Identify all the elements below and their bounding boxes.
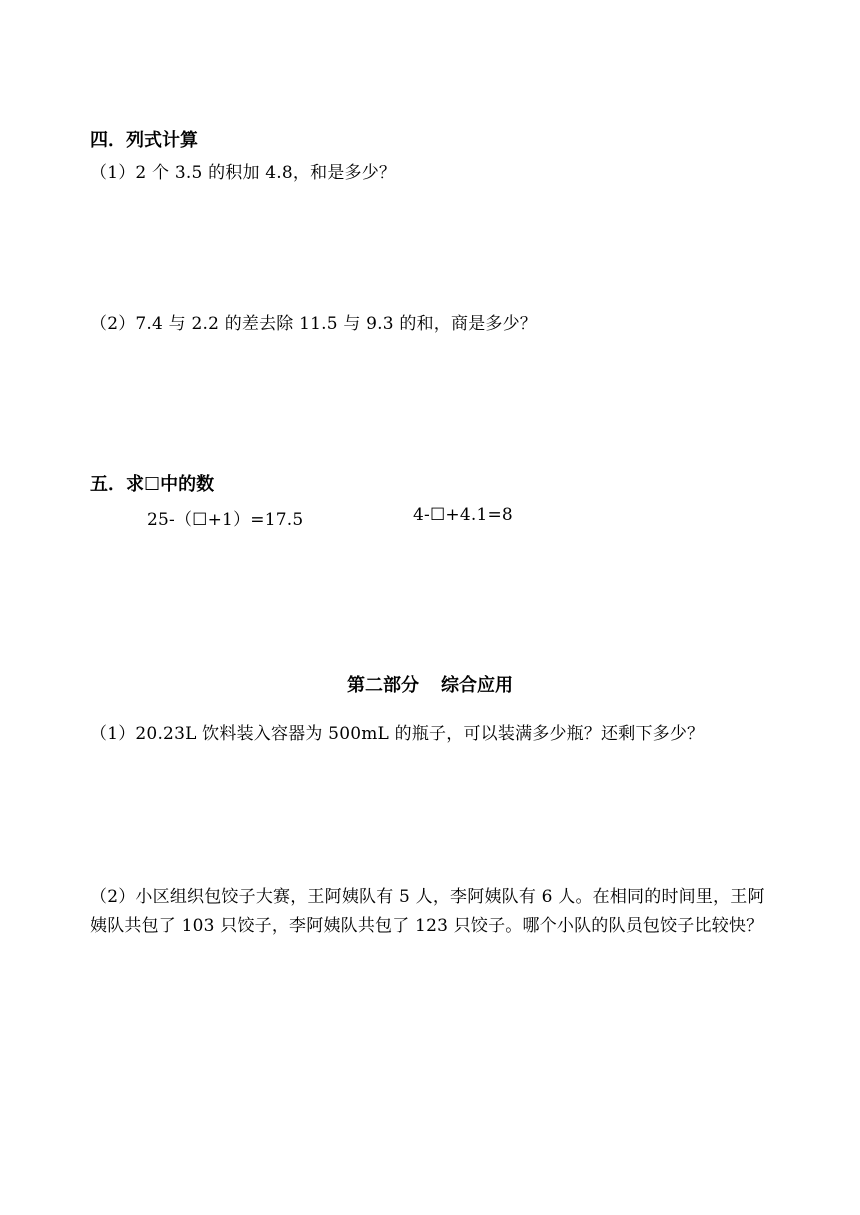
part2-title bbox=[0, 671, 860, 697]
equation-2: 4-☐+4.1=8 bbox=[413, 505, 513, 525]
part2-title-left: 第二部分 bbox=[347, 675, 419, 696]
question-4-2: （2）7.4 与 2.2 的差去除 11.5 与 9.3 的和，商是多少？ bbox=[90, 314, 538, 334]
section5-heading: 五．求☐中的数 bbox=[90, 474, 215, 495]
section4-heading: 四．列式计算 bbox=[90, 130, 198, 151]
question-4-1: （1）2 个 3.5 的积加 4.8，和是多少？ bbox=[90, 163, 397, 183]
question-part2-1: （1）20.23L 饮料装入容器为 500mL 的瓶子，可以装满多少瓶？还剩下多少？ bbox=[90, 724, 705, 744]
part2-title-right: 综合应用 bbox=[441, 675, 513, 696]
question-part2-2: （2）小区组织包饺子大赛，王阿姨队有 5 人，李阿姨队有 6 人。在相同的时间里，王阿姨队共包了 103 只饺子，李阿姨队共包了 123 只饺子。哪个小队的队员包饺子比较快？ bbox=[90, 887, 765, 936]
equation-1: 25-（☐+1）=17.5 bbox=[147, 510, 304, 530]
